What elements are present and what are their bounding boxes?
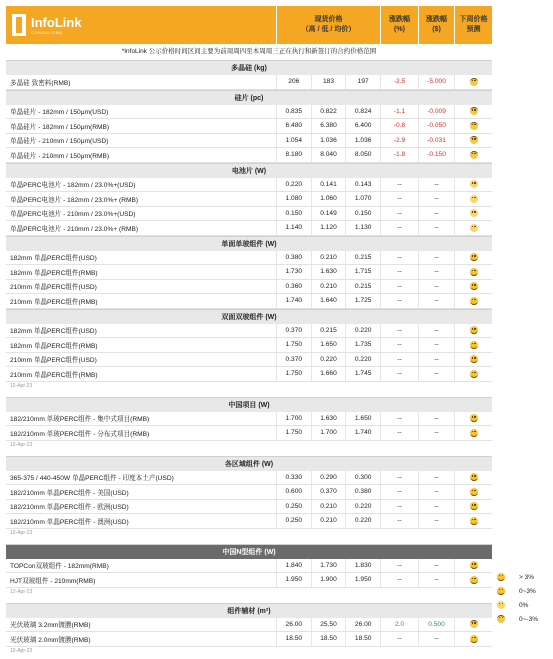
table-row (6, 471, 492, 486)
legend-item (497, 598, 553, 612)
forecast-cell (454, 221, 492, 235)
price-avg: 1.950 (345, 573, 380, 587)
product-name: 182mm 单晶PERC组件(USD) (10, 328, 97, 336)
change-pct: -0.8 (380, 119, 418, 133)
forecast-happy-face-icon (470, 576, 478, 584)
price-avg: 0.220 (345, 324, 380, 338)
price-high: 0.250 (276, 514, 311, 528)
section-date: 12-Apr-23 (10, 588, 33, 595)
table-row (6, 119, 492, 134)
section-header: 双面双玻组件 (W) (6, 309, 492, 324)
price-high: 1.700 (276, 412, 311, 426)
forecast-cell (454, 500, 492, 514)
forecast-happy-face-icon (470, 326, 478, 334)
forecast-sub: 预测 (466, 26, 481, 33)
price-high: 1.140 (276, 221, 311, 235)
price-low: 0.141 (311, 178, 346, 192)
section-header: 各区域组件 (W) (6, 456, 492, 471)
price-avg: 1.740 (345, 426, 380, 440)
price-high: 26.00 (276, 618, 311, 632)
change-pct: -- (380, 338, 418, 352)
forecast-cell (454, 485, 492, 499)
product-name: 210mm 单晶PERC组件(RMB) (10, 298, 98, 306)
forecast-happy-face-icon (470, 429, 478, 437)
change-usd: -- (418, 280, 454, 294)
price-avg: 0.220 (345, 353, 380, 367)
change-usd: -- (418, 294, 454, 308)
change-pct: -2.9 (380, 134, 418, 148)
price-high: 1.750 (276, 338, 311, 352)
usd-title: 涨跌幅 (426, 16, 447, 23)
product-name: 182/210mm 单晶PERC组件 - 欧洲(USD) (10, 504, 129, 512)
section-header: 电池片 (W) (6, 163, 492, 178)
price-avg: 0.824 (345, 105, 380, 119)
forecast-happy-face-icon (470, 282, 478, 290)
product-name: 210mm 单晶PERC组件(USD) (10, 284, 97, 292)
change-usd: -- (418, 367, 454, 381)
change-pct: -- (380, 178, 418, 192)
legend-item (497, 584, 553, 598)
change-usd: -- (418, 192, 454, 206)
price-low: 25.50 (311, 618, 346, 632)
change-pct: -- (380, 207, 418, 221)
section-header: 组件辅材 (m²) (6, 603, 492, 618)
forecast-cell (454, 353, 492, 367)
forecast-column-header (454, 6, 492, 44)
forecast-cell (454, 178, 492, 192)
change-usd: -- (418, 207, 454, 221)
forecast-happy-face-icon (470, 502, 478, 510)
table-row (6, 105, 492, 120)
section-date: 12-Apr-23 (10, 441, 33, 448)
price-high: 0.330 (276, 471, 311, 485)
forecast-sad-face-icon (470, 78, 478, 86)
change-usd: -0.150 (418, 148, 454, 162)
forecast-sad-face-icon (470, 107, 478, 115)
price-low: 0.215 (311, 324, 346, 338)
change-pct: -- (380, 251, 418, 265)
forecast-cell (454, 207, 492, 221)
change-pct: -- (380, 559, 418, 573)
product-name: 单晶硅片 - 182mm / 150μm(RMB) (10, 123, 110, 131)
table-row (6, 367, 492, 382)
product-name: 单晶PERC电池片 - 182mm / 23.0%+ (RMB) (10, 196, 139, 204)
forecast-cell (454, 134, 492, 148)
forecast-happy-face-icon (470, 370, 478, 378)
table-row (6, 412, 492, 427)
change-usd: -- (418, 471, 454, 485)
change-pct: -- (380, 412, 418, 426)
table-header (6, 6, 492, 44)
change-pct: -- (380, 280, 418, 294)
product-name: 多晶硅 致密料(RMB) (10, 79, 71, 87)
price-low: 1.060 (311, 192, 346, 206)
forecast-cell (454, 573, 492, 587)
table-row (6, 338, 492, 353)
forecast-happy-face-icon (470, 635, 478, 643)
table-row (6, 324, 492, 339)
price-table (6, 60, 492, 656)
forecast-sad-face-icon (470, 136, 478, 144)
change-usd: -- (418, 412, 454, 426)
price-high: 0.835 (276, 105, 311, 119)
price-avg: 1.725 (345, 294, 380, 308)
price-high: 1.740 (276, 294, 311, 308)
change-usd: -- (418, 632, 454, 646)
price-high: 1.750 (276, 426, 311, 440)
change-usd: -- (418, 251, 454, 265)
forecast-neutral-face-icon (470, 224, 478, 232)
change-pct: -- (380, 485, 418, 499)
forecast-cell (454, 514, 492, 528)
change-usd: -- (418, 265, 454, 279)
legend-happy-face-icon (497, 573, 505, 581)
section-date: 12-Apr-23 (10, 382, 33, 389)
table-row (6, 75, 492, 90)
forecast-cell (454, 559, 492, 573)
forecast-happy-face-icon (470, 561, 478, 569)
section-header: 硅片 (pc) (6, 90, 492, 105)
change-pct: -1.1 (380, 105, 418, 119)
price-sub: （高 / 低 / 均价） (301, 26, 356, 33)
forecast-sad-face-icon (470, 620, 478, 628)
price-low: 0.210 (311, 500, 346, 514)
product-name: 182mm 单晶PERC组件(RMB) (10, 269, 98, 277)
change-usd: -5.000 (418, 75, 454, 89)
product-name: 单晶PERC电池片 - 210mm / 23.0%+ (RMB) (10, 225, 139, 233)
price-avg: 1.070 (345, 192, 380, 206)
price-high: 0.370 (276, 324, 311, 338)
change-pct: -- (380, 353, 418, 367)
price-low: 1.036 (311, 134, 346, 148)
price-high: 0.370 (276, 353, 311, 367)
price-low: 0.149 (311, 207, 346, 221)
change-pct: -- (380, 265, 418, 279)
change-usd: -- (418, 353, 454, 367)
price-avg: 197 (345, 75, 380, 89)
forecast-sad-face-icon (470, 151, 478, 159)
table-row (6, 294, 492, 309)
product-name: 单晶PERC电池片 - 210mm / 23.0%+(USD) (10, 211, 136, 219)
product-name: 光伏玻璃 3.2mm镀膜(RMB) (10, 622, 91, 630)
price-high: 6.480 (276, 119, 311, 133)
change-pct: 2.0 (380, 618, 418, 632)
forecast-cell (454, 251, 492, 265)
table-row (6, 500, 492, 515)
infolink-logo-icon (12, 14, 26, 36)
forecast-cell (454, 426, 492, 440)
price-avg: 1.036 (345, 134, 380, 148)
brand-name: InfoLink (31, 14, 82, 30)
change-usd: -- (418, 559, 454, 573)
product-name: 182/210mm 单玻PERC组件 - 分布式项目(RMB) (10, 430, 150, 438)
change-usd: -- (418, 485, 454, 499)
table-row (6, 192, 492, 207)
forecast-legend (497, 570, 553, 626)
change-usd: -0.050 (418, 119, 454, 133)
price-low: 1.640 (311, 294, 346, 308)
price-low: 1.660 (311, 367, 346, 381)
forecast-happy-face-icon (470, 414, 478, 422)
infolink-logo (6, 6, 276, 44)
table-row (6, 573, 492, 588)
price-title: 现货价格 (314, 16, 343, 23)
table-row (6, 280, 492, 295)
price-low: 1.900 (311, 573, 346, 587)
forecast-cell (454, 338, 492, 352)
price-avg: 0.220 (345, 500, 380, 514)
section-date: 12-Apr-23 (10, 529, 33, 536)
brand-sub: CONSULTING (31, 29, 63, 35)
forecast-cell (454, 280, 492, 294)
change-pct: -- (380, 192, 418, 206)
change-pct: -- (380, 426, 418, 440)
pct-column-header (380, 6, 418, 44)
price-high: 0.220 (276, 178, 311, 192)
change-usd: -- (418, 324, 454, 338)
legend-item (497, 612, 553, 626)
price-avg: 1.650 (345, 412, 380, 426)
forecast-happy-face-icon (470, 488, 478, 496)
forecast-neutral-face-icon (470, 195, 478, 203)
table-row (6, 353, 492, 368)
table-row (6, 178, 492, 193)
forecast-title: 下周价格 (459, 16, 488, 23)
change-pct: -2.5 (380, 75, 418, 89)
forecast-cell (454, 265, 492, 279)
price-low: 0.370 (311, 485, 346, 499)
forecast-cell (454, 471, 492, 485)
change-pct: -1.8 (380, 148, 418, 162)
price-note: *InfoLink 公示价格时间区间主要为前周周四至本周周三正在执行和新签订的合约价格范围 (121, 48, 377, 55)
price-low: 18.50 (311, 632, 346, 646)
forecast-happy-face-icon (470, 517, 478, 525)
change-usd: 0.500 (418, 618, 454, 632)
change-pct: -- (380, 573, 418, 587)
table-row (6, 134, 492, 149)
usd-column-header (418, 6, 454, 44)
price-avg: 26.00 (345, 618, 380, 632)
product-name: 210mm 单晶PERC组件(RMB) (10, 371, 98, 379)
product-name: 单晶硅片 - 210mm / 150μm(RMB) (10, 152, 110, 160)
table-row (6, 251, 492, 266)
price-low: 0.210 (311, 280, 346, 294)
change-usd: -- (418, 221, 454, 235)
price-low: 0.220 (311, 353, 346, 367)
price-avg: 6.400 (345, 119, 380, 133)
price-avg: 0.143 (345, 178, 380, 192)
forecast-happy-face-icon (470, 253, 478, 261)
forecast-happy-face-icon (470, 355, 478, 363)
section-header: 单面单玻组件 (W) (6, 236, 492, 251)
price-low: 0.822 (311, 105, 346, 119)
forecast-cell (454, 105, 492, 119)
change-pct: -- (380, 514, 418, 528)
change-pct: -- (380, 324, 418, 338)
forecast-cell (454, 412, 492, 426)
forecast-neutral-face-icon (470, 180, 478, 188)
price-high: 206 (276, 75, 311, 89)
forecast-cell (454, 294, 492, 308)
product-name: 单晶硅片 - 182mm / 150μm(USD) (10, 109, 109, 117)
forecast-sad-face-icon (470, 122, 478, 130)
change-usd: -- (418, 573, 454, 587)
price-low: 183 (311, 75, 346, 89)
price-column-header (276, 6, 380, 44)
product-name: 182/210mm 单玻PERC组件 - 集中式项目(RMB) (10, 416, 150, 424)
change-pct: -- (380, 500, 418, 514)
forecast-happy-face-icon (470, 268, 478, 276)
price-high: 8.180 (276, 148, 311, 162)
forecast-cell (454, 632, 492, 646)
forecast-cell (454, 367, 492, 381)
price-high: 1.080 (276, 192, 311, 206)
price-high: 0.150 (276, 207, 311, 221)
price-avg: 8.050 (345, 148, 380, 162)
forecast-happy-face-icon (470, 341, 478, 349)
product-name: 182mm 单晶PERC组件(RMB) (10, 342, 98, 350)
forecast-cell (454, 75, 492, 89)
price-low: 0.210 (311, 514, 346, 528)
forecast-happy-face-icon (470, 297, 478, 305)
price-avg: 1.830 (345, 559, 380, 573)
change-usd: -- (418, 514, 454, 528)
price-avg: 0.220 (345, 514, 380, 528)
change-pct: -- (380, 294, 418, 308)
change-usd: -0.031 (418, 134, 454, 148)
forecast-cell (454, 119, 492, 133)
product-name: 182/210mm 单晶PERC组件 - 澳洲(USD) (10, 518, 129, 526)
product-name: HJT双玻组件 - 210mm(RMB) (10, 577, 96, 585)
price-avg: 0.150 (345, 207, 380, 221)
change-usd: -- (418, 178, 454, 192)
forecast-happy-face-icon (470, 473, 478, 481)
price-high: 1.950 (276, 573, 311, 587)
table-row (6, 618, 492, 633)
price-low: 0.210 (311, 251, 346, 265)
product-name: 210mm 单晶PERC组件(USD) (10, 357, 97, 365)
price-high: 1.840 (276, 559, 311, 573)
price-low: 1.700 (311, 426, 346, 440)
forecast-neutral-face-icon (470, 209, 478, 217)
price-low: 1.630 (311, 412, 346, 426)
price-low: 8.040 (311, 148, 346, 162)
legend-sad-face-icon (497, 615, 505, 623)
pct-title: 涨跌幅 (389, 16, 410, 23)
section-header: 中国N型组件 (W) (6, 544, 492, 559)
section-header: 多晶硅 (kg) (6, 60, 492, 75)
price-high: 1.750 (276, 367, 311, 381)
price-avg: 1.715 (345, 265, 380, 279)
change-usd: -0.009 (418, 105, 454, 119)
product-name: 光伏玻璃 2.0mm镀膜(RMB) (10, 636, 91, 644)
table-row (6, 485, 492, 500)
product-name: 365-375 / 440-450W 单晶PERC组件 - 印度本土产(USD) (10, 475, 174, 483)
price-avg: 0.380 (345, 485, 380, 499)
change-pct: -- (380, 632, 418, 646)
price-high: 18.50 (276, 632, 311, 646)
price-low: 1.650 (311, 338, 346, 352)
price-low: 0.290 (311, 471, 346, 485)
product-name: 182/210mm 单晶PERC组件 - 美国(USD) (10, 489, 129, 497)
forecast-cell (454, 618, 492, 632)
table-row (6, 221, 492, 236)
product-name: TOPCon双玻组件 - 182mm(RMB) (10, 563, 109, 571)
legend-label: 0~-3% (519, 615, 538, 623)
price-high: 0.360 (276, 280, 311, 294)
price-high: 1.054 (276, 134, 311, 148)
table-row (6, 632, 492, 647)
table-row (6, 426, 492, 441)
section-header: 中国项目 (W) (6, 397, 492, 412)
price-high: 0.250 (276, 500, 311, 514)
change-usd: -- (418, 500, 454, 514)
table-row (6, 514, 492, 529)
section-date: 12-Apr-23 (10, 647, 33, 654)
legend-label: 0% (519, 601, 529, 609)
price-avg: 1.735 (345, 338, 380, 352)
usd-unit: ($) (432, 26, 441, 33)
change-pct: -- (380, 367, 418, 381)
pct-unit: (%) (394, 26, 405, 33)
legend-label: > 3% (519, 573, 534, 581)
table-row (6, 265, 492, 280)
price-low: 6.380 (311, 119, 346, 133)
price-avg: 0.215 (345, 280, 380, 294)
price-low: 1.730 (311, 559, 346, 573)
change-pct: -- (380, 471, 418, 485)
table-row (6, 559, 492, 574)
price-high: 0.600 (276, 485, 311, 499)
price-avg: 1.745 (345, 367, 380, 381)
legend-label: 0~3% (519, 587, 536, 595)
price-avg: 18.50 (345, 632, 380, 646)
forecast-cell (454, 192, 492, 206)
table-row (6, 148, 492, 163)
price-avg: 1.130 (345, 221, 380, 235)
product-name: 单晶PERC电池片 - 182mm / 23.0%+(USD) (10, 182, 136, 190)
legend-item (497, 570, 553, 584)
product-name: 单晶硅片 - 210mm / 150μm(USD) (10, 138, 109, 146)
price-high: 1.730 (276, 265, 311, 279)
forecast-cell (454, 324, 492, 338)
legend-neutral-face-icon (497, 601, 505, 609)
legend-happy-face-icon (497, 587, 505, 595)
price-low: 1.120 (311, 221, 346, 235)
price-high: 0.380 (276, 251, 311, 265)
product-name: 182mm 单晶PERC组件(USD) (10, 255, 97, 263)
change-pct: -- (380, 221, 418, 235)
table-row (6, 207, 492, 222)
forecast-cell (454, 148, 492, 162)
price-avg: 0.300 (345, 471, 380, 485)
change-usd: -- (418, 426, 454, 440)
price-low: 1.630 (311, 265, 346, 279)
price-avg: 0.215 (345, 251, 380, 265)
change-usd: -- (418, 338, 454, 352)
